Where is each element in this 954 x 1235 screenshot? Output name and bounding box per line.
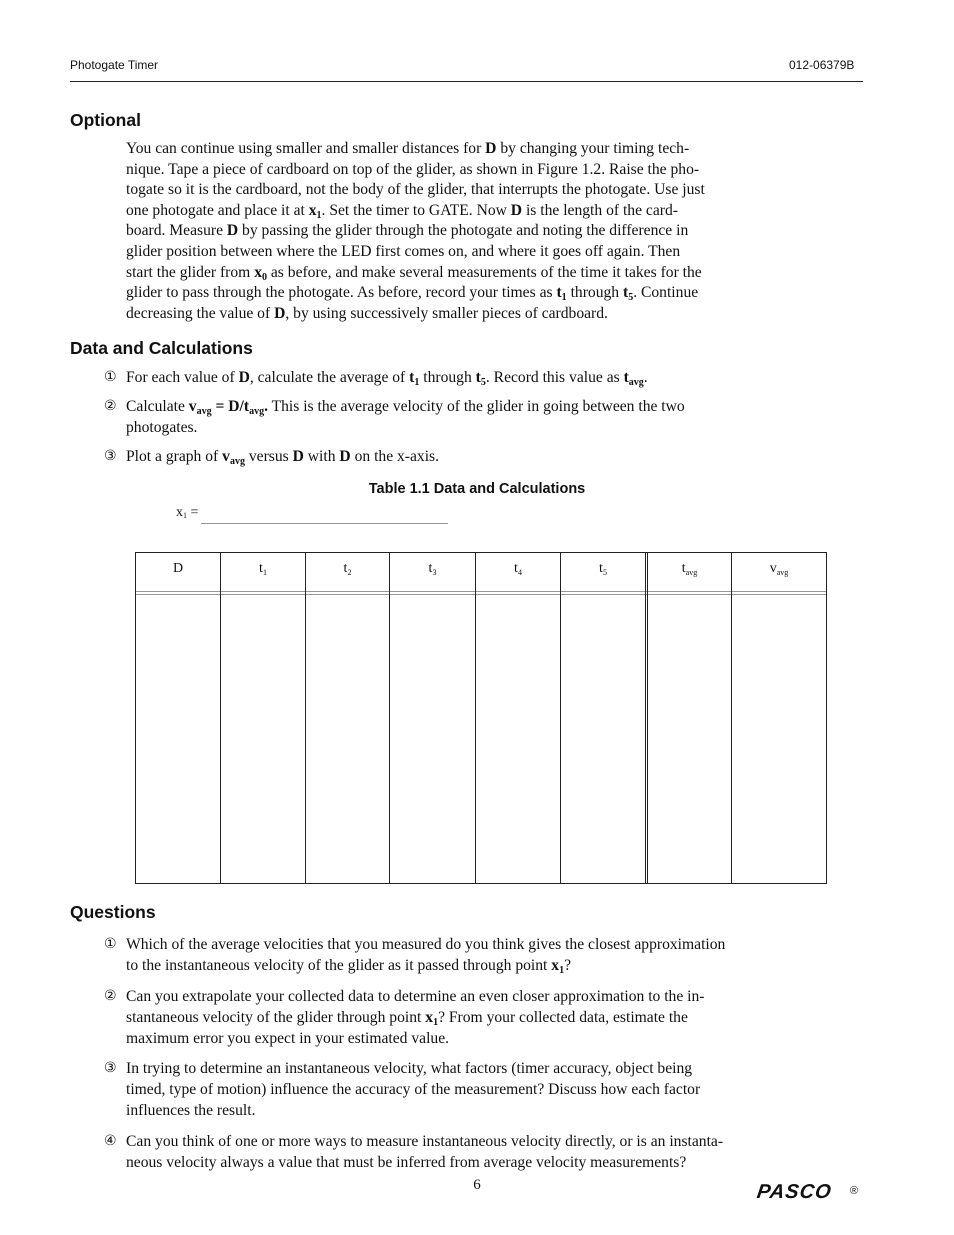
question-2-text: Can you extrapolate your collected data to determine an even closer approximation to the in- stantaneous velocity of the glider through point $x_1$? From your collected data, estimate the maximum error you expect in your estimated value. <box>126 988 705 1047</box>
step-3-marker: ③ <box>104 448 117 464</box>
column-divider <box>475 553 476 883</box>
x1-blank-line[interactable] <box>201 523 448 524</box>
data-calculations-heading: Data and Calculations <box>70 338 253 358</box>
question-3-marker: ③ <box>104 1060 117 1076</box>
header-rule-lower <box>136 594 826 595</box>
x1-equals: = <box>187 505 199 520</box>
column-header-vavg <box>732 561 826 577</box>
column-header-sub: 4 <box>517 568 522 577</box>
question-4-text: Can you think of one or more ways to measure instantaneous velocity directly, or is an instanta- neous velocity always a value that must be inferred from average velocity measurements? <box>126 1133 724 1171</box>
table-caption: Table 1.1 Data and Calculations <box>368 481 586 497</box>
step-2-text: Calculate $v_{avg} = D/t_{avg}$. This is the average velocity of the glider in going between the two photogates. <box>126 398 685 436</box>
step-2-marker: ② <box>104 398 117 414</box>
column-divider <box>220 553 221 883</box>
column-header-t4 <box>476 561 560 577</box>
column-divider-double <box>645 553 648 883</box>
step-1-text: For each value of D, calculate the average of $t_1$ through $t_5$. Record this value as $t_{avg}$. <box>126 369 648 388</box>
column-header-main: v <box>769 561 777 576</box>
column-header-t3 <box>390 561 475 577</box>
column-header-sub: 3 <box>432 568 437 577</box>
column-header-main: t <box>259 561 263 576</box>
column-header-t1 <box>221 561 305 577</box>
column-header-main: t <box>599 561 603 576</box>
data-table[interactable] <box>135 552 827 884</box>
document-number: 012-06379B <box>789 58 855 72</box>
questions-heading: Questions <box>70 902 156 922</box>
column-header-main: t <box>681 561 686 576</box>
column-header-main: t <box>343 561 348 576</box>
column-header-main: t <box>428 561 433 576</box>
x1-label <box>176 505 198 521</box>
column-header-sub: 1 <box>262 568 267 577</box>
page-number: 6 <box>473 1177 481 1193</box>
optional-paragraph: You can continue using smaller and smaller distances for D by changing your timing tech- nique. Tape a piece of cardboard on top of the glider, as shown in Figure 1.2. Raise the pho- togate so it is the cardboard, not the body of the glider, that interrupts the photogate. Use just one photogate and place it at $x_1$. Set the timer to GATE. Now D is the length of the card- board. Measure D by passing the glider through the photogate and noting the difference in glider position between where the LED first comes on, and where it goes off again. Then start the glider from $x_0$ as before, and make several measurements of the time it takes for the glider to pass through the photogate. As before, record your times as $t_1$ through $t_5$. Continue decreasing the value of D, by using successively smaller pieces of cardboard. <box>126 140 705 322</box>
question-4-marker: ④ <box>104 1133 117 1149</box>
question-2-marker: ② <box>104 988 117 1004</box>
column-divider <box>389 553 390 883</box>
column-header-sub: avg <box>685 568 698 577</box>
column-divider <box>560 553 561 883</box>
column-header-d <box>136 561 220 577</box>
column-header-main: D <box>172 561 184 576</box>
column-divider <box>731 553 732 883</box>
step-3-text: Plot a graph of $v_{avg}$ versus D with D on the x-axis. <box>126 448 440 467</box>
column-header-sub: 2 <box>347 568 352 577</box>
question-1-text: Which of the average velocities that you measured do you think gives the closest approximation to the instantaneous velocity of the glider as it passed through point $x_1$? <box>126 936 726 976</box>
question-3-text: In trying to determine an instantaneous velocity, what factors (timer accuracy, object being timed, type of motion) influence the accuracy of the measurement? Discuss how each factor influences the result. <box>126 1060 701 1119</box>
column-header-main: t <box>514 561 518 576</box>
column-header-t5 <box>561 561 645 577</box>
question-1-marker: ① <box>104 936 117 952</box>
x1-subscript: 1 <box>183 511 187 520</box>
pasco-logo: PASCO <box>755 1181 834 1203</box>
header-title: Photogate Timer <box>70 58 159 72</box>
optional-heading: Optional <box>70 110 141 130</box>
x1-var: x <box>176 505 183 520</box>
header-rule-upper <box>136 591 826 592</box>
column-header-t2 <box>306 561 389 577</box>
registered-mark: ® <box>850 1185 859 1197</box>
step-1-marker: ① <box>104 369 117 385</box>
column-header-tavg <box>648 561 731 577</box>
header-rule <box>70 81 863 82</box>
column-header-sub: 5 <box>602 568 607 577</box>
column-header-sub: avg <box>776 568 789 577</box>
column-divider <box>305 553 306 883</box>
